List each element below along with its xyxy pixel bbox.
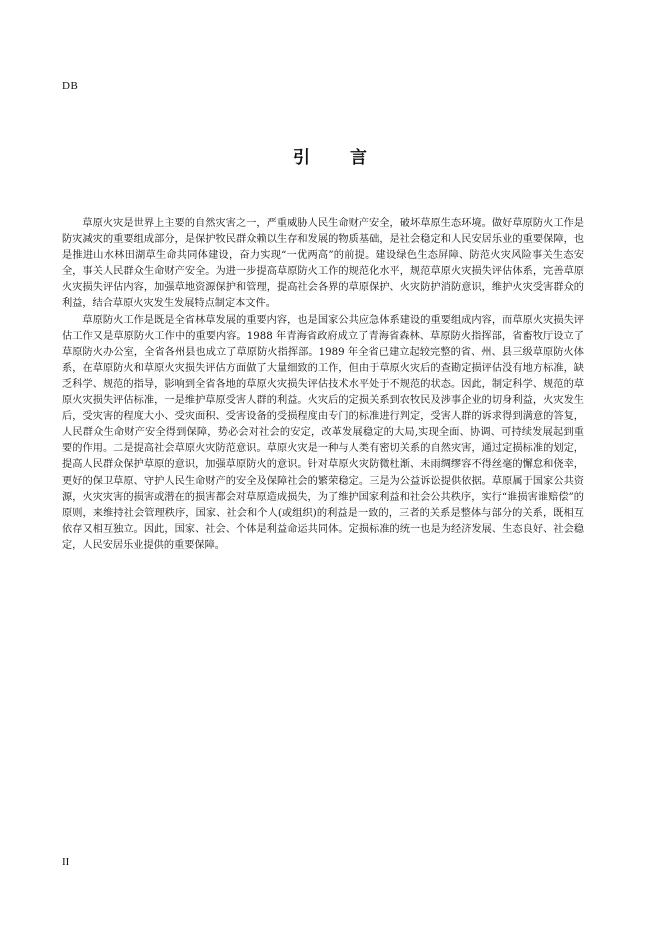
paragraph: 草原防火工作是既是全省林草发展的重要内容，也是国家公共应急体系建设的重要组成内容，而草原火灾损失评估工作又是草原防火工作中的重要内容。1988 年青海省政府成立了青海省森林、草原防火指挥部，省畜牧厅设立了草原防火办公室，全省各州县也成立了草原防火指挥部。1989 年全省已建立起较完整的省、州、县三级草原防火体系，在草原防火和草原火灾损失评估方面做了大量细致的工作，但由于草原火灾后的查勘定损评估没有地方标准，缺乏科学、规范的指导，影响到全省各地的草原火灾损失评估技术水平处于不规范的状态。因此，制定科学、规范的草原火灾损失评估标准，一是维护草原受害人群的利益。火灾后的定损关系到农牧民及涉事企业的切身利益，火灾发生后，受灾害的程度大小、受灾面积、受害设备的受损程度由专门的标准进行判定，受害人群的诉求得到满意的答复，人民群众生命财产安全得到保障，势必会对社会的安定，改革发展稳定的大局,实现全面、协调、可持续发展起到重要的作用。二是提高社会草原火灾防范意识。草原火灾是一种与人类有密切关系的自然灾害，通过定损标准的划定，提高人民群众保护草原的意识，加强草原防火的意识。针对草原火灾防微杜渐、未雨绸缪容不得丝毫的懈怠和侥幸，更好的保卫草原、守护人民生命财产的安全及保障社会的繁荣稳定。三是为公益诉讼提供依据。草原属于国家公共资源，火灾灾害的损害或潜在的损害都会对草原造成损失，为了维护国家利益和社会公共秩序，实行“谁损害谁赔偿”的原则，来维持社会管理秩序，国家、社会和个人(或组织)的利益是一致的，三者的关系是整体与部分的关系，既相互依存又相互独立。因此，国家、社会、个体是利益命运共同体。定损标准的统一也是为经济发展、生态良好、社会稳定，人民安居乐业提供的重要保障。 [62, 314, 584, 551]
page-number: II [62, 856, 70, 868]
section-title: 引 言 [293, 148, 369, 168]
document-code: DB [62, 80, 79, 92]
paragraph: 草原火灾是世界上主要的自然灾害之一，严重威胁人民生命财产安全，破坏草原生态环境。做好草原防火工作是防灾减灾的重要组成部分，是保护牧民群众赖以生存和发展的物质基础，是社会稳定和人民安居乐业的重要保障，也是推进山水林田湖草生命共同体建设，奋力实现“一优两高”的前提。建设绿色生态屏障、防范火灾风险事关生态安全，事关人民群众生命财产安全。为进一步提高草原防火工作的规范化水平，规范草原火灾损失评估体系，完善草原火灾损失评估内容，加强草地资源保护和管理，提高社会各界的草原保护、火灾防护消防意识，维护火灾受害群众的利益，结合草原火灾发生发展特点制定本文件。 [62, 218, 584, 310]
body-text [62, 216, 584, 554]
